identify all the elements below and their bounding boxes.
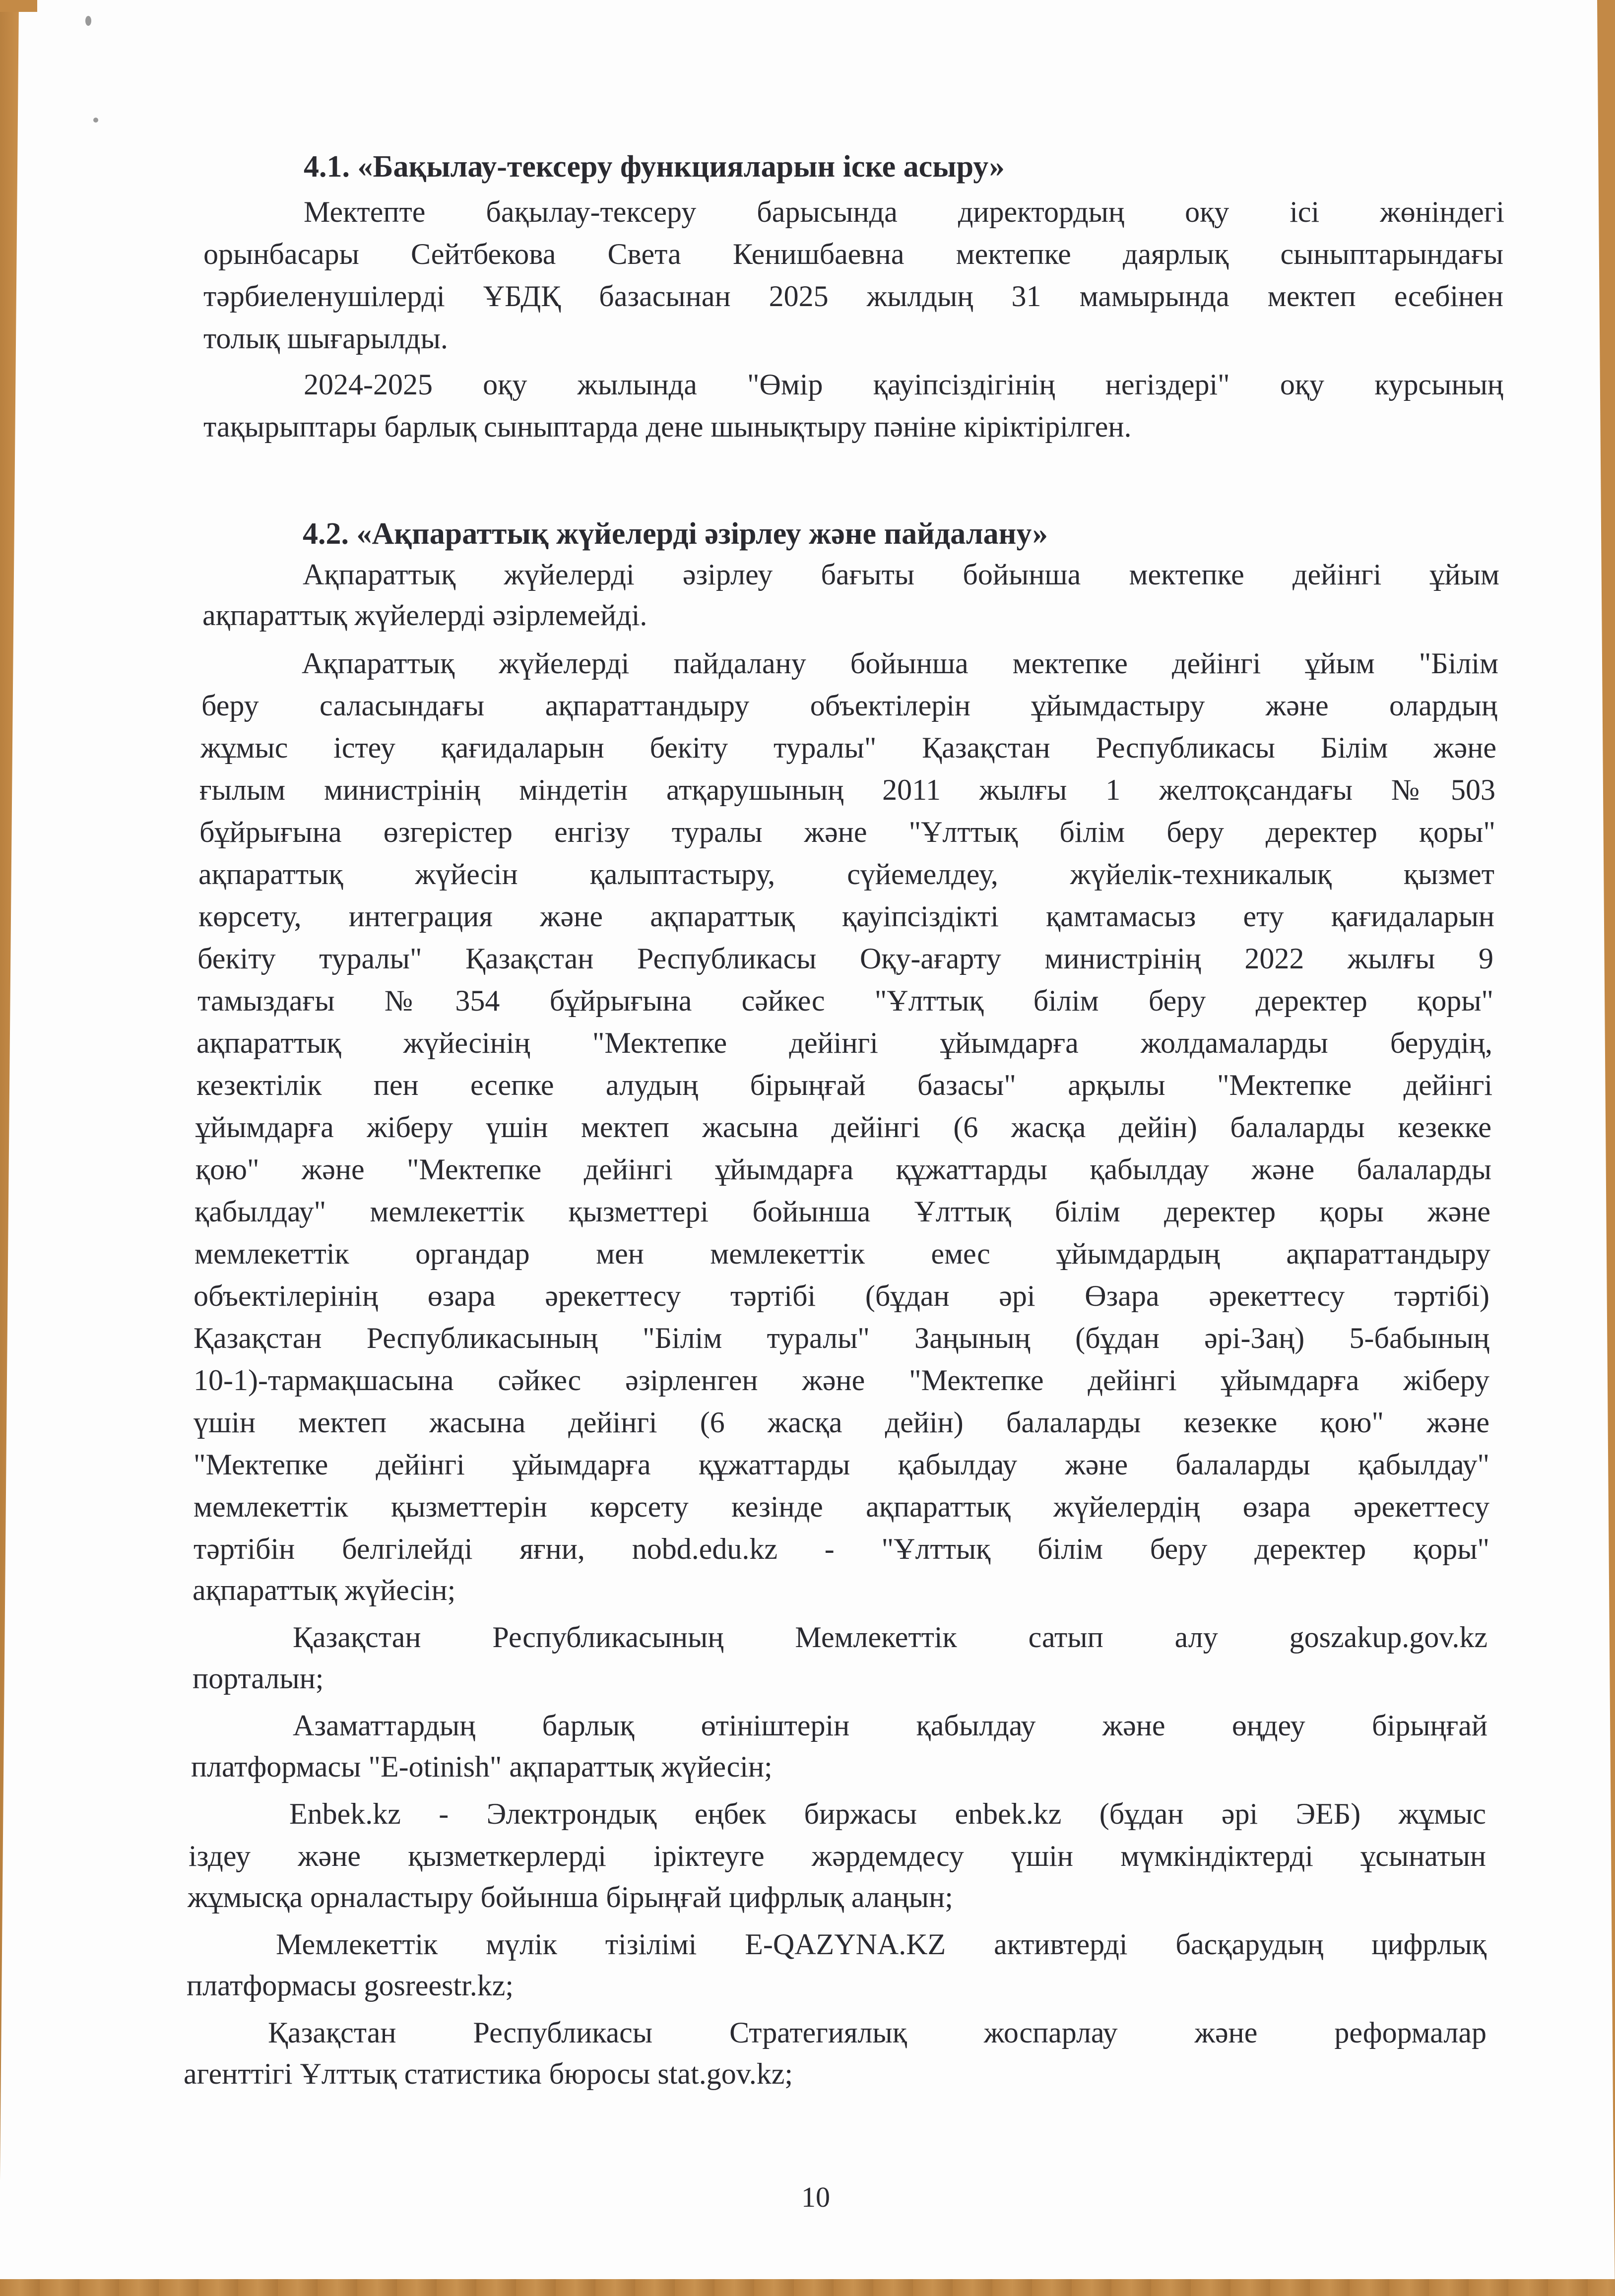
- paragraph-line: агенттігі Ұлттық статистика бюросы stat.gov.kz;: [184, 2057, 793, 2090]
- wood-edge-left: [0, 0, 19, 2296]
- paragraph-line: "Мектепке дейінгі ұйымдарға құжаттарды қабылдау және балаларды қабылдау": [194, 1448, 1489, 1481]
- paragraph-line: ақпараттық жүйесін қалыптастыру, сүйемелдеу, жүйелік-техникалық қызмет: [198, 858, 1494, 891]
- paragraph-line: үшін мектеп жасына дейінгі (6 жасқа дейін) балаларды кезекке қою" және: [194, 1406, 1489, 1439]
- paragraph-line: кезектілік пен есепке алудың бірыңғай базасы" арқылы "Мектепке дейінгі: [196, 1069, 1492, 1101]
- paragraph-line: толық шығарылды.: [203, 322, 448, 355]
- list-item-e-otinish: Азаматтардың барлық өтініштерін қабылдау және өңдеу бірыңғай: [293, 1709, 1487, 1742]
- paragraph-line: көрсету, интеграция және ақпараттық қауіпсіздікті қамтамасыз ету қағидаларын: [198, 900, 1494, 933]
- paragraph-line: ғылым министрінің міндетін атқарушының 2011 жылғы 1 желтоқсандағы №503: [199, 773, 1495, 806]
- paragraph-line: жұмыс істеу қағидаларын бекіту туралы" Қазақстан Республикасы Білім және: [200, 731, 1496, 764]
- paragraph-line: Мектепте бақылау-тексеру барысында директордың оқу ісі жөніндегі: [304, 195, 1504, 228]
- paragraph-line: мемлекеттік қызметтерін көрсету кезінде ақпараттық жүйелердің өзара әрекеттесу: [194, 1490, 1489, 1523]
- paragraph-line: порталын;: [193, 1662, 324, 1695]
- section-heading-4-2: 4.2. «Ақпараттық жүйелерді әзірлеу және пайдалану»: [303, 517, 1048, 551]
- list-item-stat-gov: Қазақстан Республикасы Стратегиялық жоспарлау және реформалар: [268, 2016, 1486, 2049]
- paragraph-line: ақпараттық жүйесінің "Мектепке дейінгі ұйымдарға жолдамаларды берудің,: [196, 1026, 1492, 1059]
- paragraph-line: объектілерінің өзара әрекеттесу тәртібі (бұдан әрі Өзара әрекеттесу тәртібі): [194, 1279, 1489, 1312]
- paragraph-line: платформасы "E-otinish" ақпараттық жүйесін;: [191, 1750, 773, 1783]
- paragraph-line: қою" және "Мектепке дейінгі ұйымдарға құжаттарды қабылдау және балаларды: [195, 1153, 1491, 1186]
- paragraph-line: Қазақстан Республикасының "Білім туралы" Заңының (бұдан әрі-Заң) 5-бабының: [194, 1322, 1489, 1354]
- list-item-goszakup: Қазақстан Республикасының Мемлекеттік сатып алу goszakup.gov.kz: [293, 1621, 1487, 1654]
- paragraph-line: тәрбиеленушілерді ҰБДҚ базасынан 2025 жылдың 31 мамырында мектеп есебінен: [203, 280, 1503, 313]
- paragraph-line: іздеу және қызметкерлерді іріктеуге жәрдемдесу үшін мүмкіндіктерді ұсынатын: [189, 1840, 1486, 1872]
- paragraph-line: бекіту туралы" Қазақстан Республикасы Оқу-ағарту министрінің 2022 жылғы 9: [197, 942, 1493, 975]
- paragraph-line: бұйрығына өзгерістер енгізу туралы және "Ұлттық білім беру деректер қоры": [199, 816, 1495, 848]
- paragraph-line: мемлекеттік органдар мен мемлекеттік емес ұйымдардың ақпараттандыру: [194, 1237, 1490, 1270]
- paragraph-line: Ақпараттық жүйелерді пайдалану бойынша мектепке дейінгі ұйым "Білім: [302, 647, 1498, 680]
- scan-speck: [85, 16, 91, 26]
- paragraph-line: жұмысқа орналастыру бойынша бірыңғай цифрлық алаңын;: [188, 1881, 953, 1913]
- page-number: 10: [801, 2181, 830, 2213]
- paragraph-line: 2024-2025 оқу жылында "Өмір қауіпсіздігінің негіздері" оқу курсының: [304, 368, 1503, 401]
- wood-edge-bottom: [0, 2279, 1615, 2296]
- list-item-e-qazyna: Мемлекеттік мүлік тізілімі E-QAZYNA.KZ активтерді басқарудың цифрлық: [276, 1928, 1486, 1961]
- paragraph-line: ақпараттық жүйесін;: [193, 1574, 456, 1606]
- paragraph-line: Ақпараттық жүйелерді әзірлеу бағыты бойынша мектепке дейінгі ұйым: [303, 558, 1499, 591]
- paragraph-line: орынбасары Сейтбекова Света Кенишбаевна мектепке даярлық сыныптарындағы: [203, 238, 1503, 270]
- section-heading-4-1: 4.1. «Бақылау-тексеру функцияларын іске асыру»: [304, 150, 1005, 184]
- paragraph-line: ұйымдарға жіберу үшін мектеп жасына дейінгі (6 жасқа дейін) балаларды кезекке: [195, 1111, 1491, 1144]
- wood-edge-right: [1597, 0, 1615, 2296]
- paragraph-line: 10-1)-тармақшасына сәйкес әзірленген және "Мектепке дейінгі ұйымдарға жіберу: [194, 1364, 1489, 1397]
- list-item-enbek: Enbek.kz - Электрондық еңбек биржасы enbek.kz (бұдан әрі ЭЕБ) жұмыс: [289, 1797, 1486, 1830]
- wood-edge-top: [0, 0, 37, 12]
- paragraph-line: тәртібін белгілейді яғни, nobd.edu.kz - "Ұлттық білім беру деректер қоры": [194, 1532, 1489, 1565]
- paragraph-line: тамыздағы №354 бұйрығына сәйкес "Ұлттық білім беру деректер қоры": [197, 984, 1493, 1017]
- paragraph-line: ақпараттық жүйелерді әзірлемейді.: [202, 599, 647, 632]
- paragraph-line: беру саласындағы ақпараттандыру объектілерін ұйымдастыру және олардың: [201, 689, 1497, 722]
- paragraph-line: тақырыптары барлық сыныптарда дене шынықтыру пәніне кіріктірілген.: [203, 410, 1132, 443]
- paragraph-line: платформасы gosreestr.kz;: [187, 1969, 514, 2002]
- paragraph-line: қабылдау" мемлекеттік қызметтері бойынша Ұлттық білім деректер қоры және: [194, 1195, 1490, 1228]
- scan-speck: [93, 118, 98, 123]
